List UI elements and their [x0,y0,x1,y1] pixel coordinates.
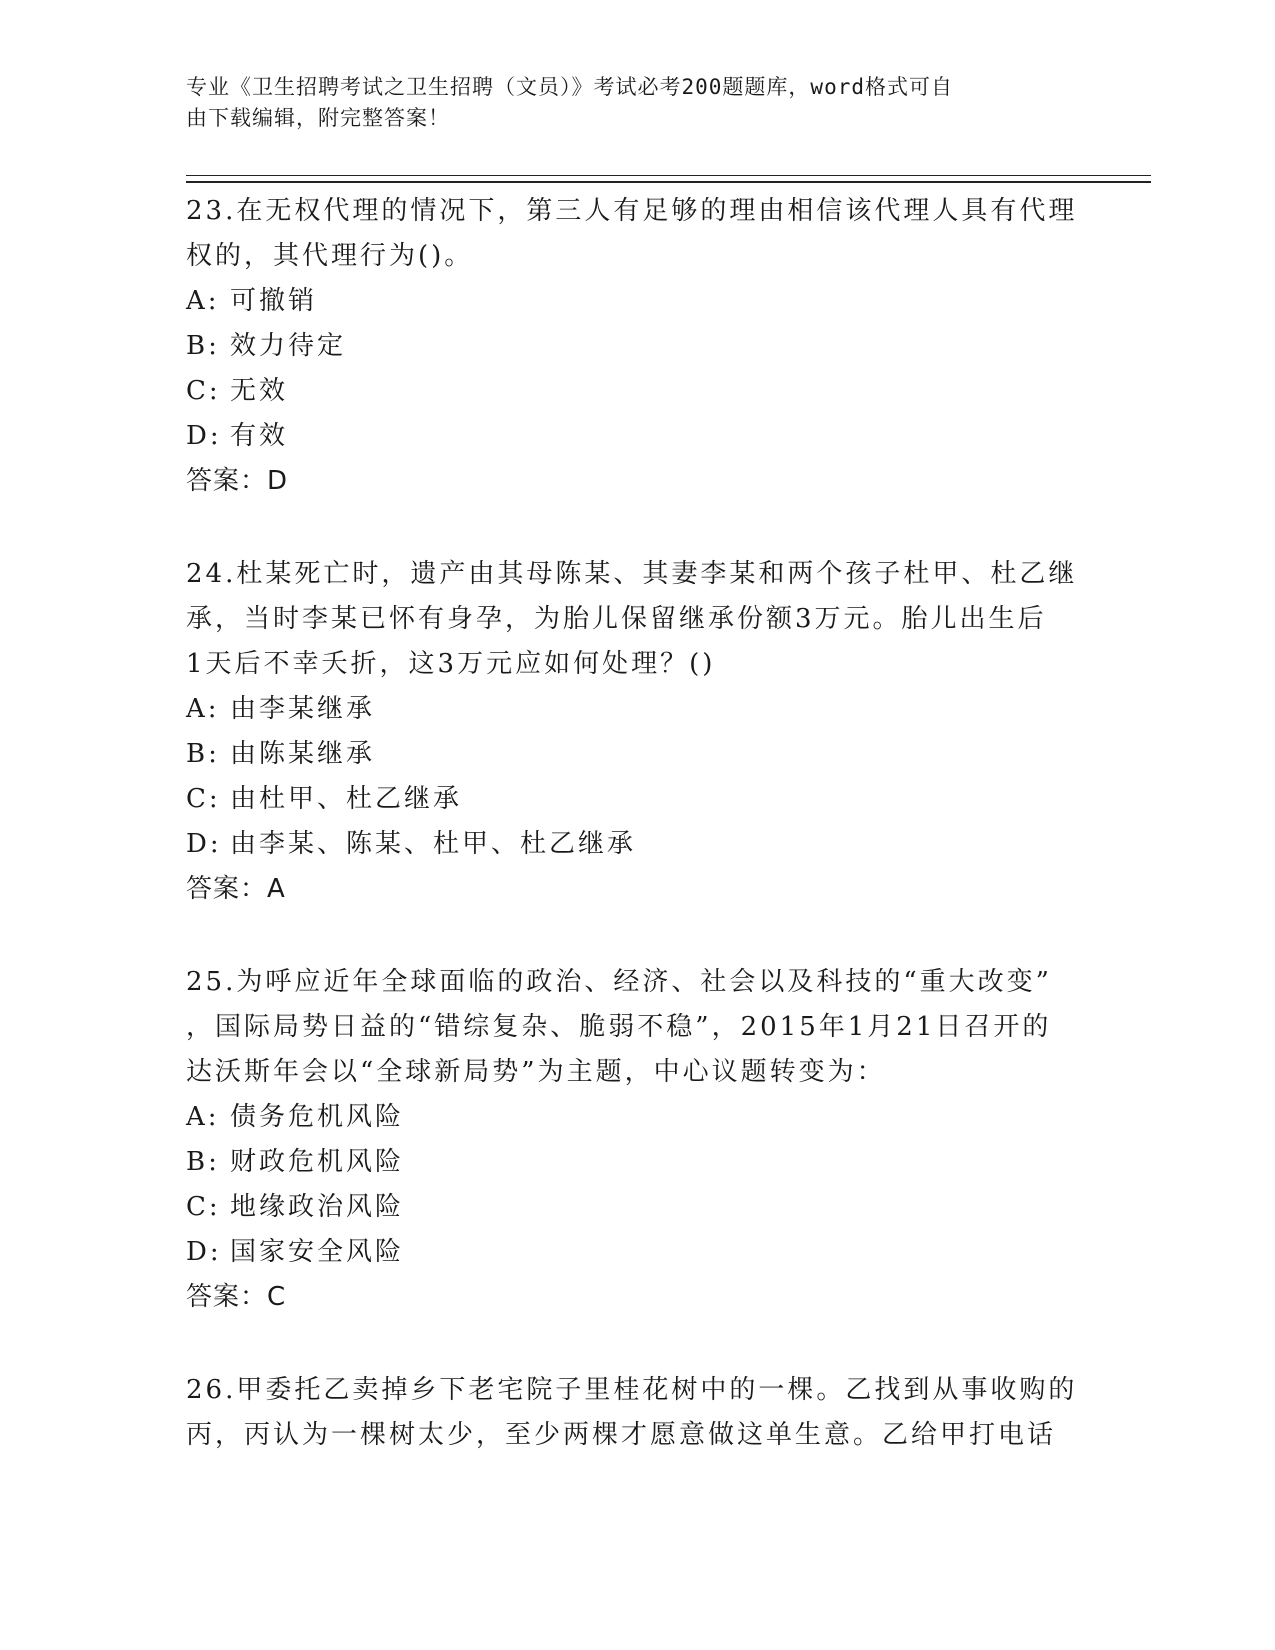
answer-option [186,687,1086,732]
option-letter: D: [186,421,222,451]
option-letter: D: [186,829,222,859]
option-text: 效力待定 [230,331,347,361]
option-text: 财政危机风险 [230,1147,405,1177]
question-text-line: 达沃斯年会以“全球新局势”为主题，中心议题转变为： [186,1057,886,1087]
option-letter: C: [186,1192,221,1222]
question-block [186,189,1086,504]
question-text-line: 1天后不幸夭折，这3万元应如何处理？() [186,649,716,679]
answer-option [186,279,1086,324]
question-text-line: 26.甲委托乙卖掉乡下老宅院子里桂花树中的一棵。乙找到从事收购的 [186,1375,1078,1405]
option-text: 由李某继承 [230,694,376,724]
answer-option [186,822,1086,867]
option-text: 地缘政治风险 [230,1192,405,1222]
option-letter: C: [186,784,221,814]
answer-option [186,1230,1086,1275]
question-list [186,189,1086,1506]
question-block [186,552,1086,912]
option-letter: B: [186,1147,220,1177]
answer-option [186,1095,1086,1140]
header-divider-thin [186,175,1151,176]
header-divider-thick [186,181,1151,183]
option-text: 无效 [230,376,289,406]
question-text-line: 丙，丙认为一棵树太少，至少两棵才愿意做这单生意。乙给甲打电话 [186,1420,1057,1450]
question-text-line: 权的，其代理行为()。 [186,241,474,271]
question-block [186,960,1086,1320]
answer-option [186,1140,1086,1185]
answer-key: 答案：C [186,1282,287,1312]
question-text-line: 承，当时李某已怀有身孕，为胎儿保留继承份额3万元。胎儿出生后 [186,604,1047,634]
option-text: 可撤销 [230,286,318,316]
document-header [186,72,1066,134]
option-text: 国家安全风险 [230,1237,405,1267]
answer-option [186,1185,1086,1230]
answer-option [186,369,1086,414]
answer-key: 答案：A [186,874,286,904]
answer-option [186,777,1086,822]
option-letter: A: [186,286,220,316]
option-letter: D: [186,1237,222,1267]
question-block [186,1368,1086,1458]
header-line-1: 专业《卫生招聘考试之卫生招聘（文员）》考试必考200题题库，word格式可自 [186,75,953,99]
option-text: 有效 [230,421,289,451]
answer-option [186,324,1086,369]
option-text: 由陈某继承 [230,739,376,769]
question-text-line: 23.在无权代理的情况下，第三人有足够的理由相信该代理人具有代理 [186,196,1078,226]
question-text-line: 24.杜某死亡时，遗产由其母陈某、其妻李某和两个孩子杜甲、杜乙继 [186,559,1078,589]
option-letter: A: [186,1102,220,1132]
option-letter: A: [186,694,220,724]
option-letter: B: [186,331,220,361]
header-line-2: 由下载编辑，附完整答案！ [186,106,450,130]
option-text: 由杜甲、杜乙继承 [230,784,463,814]
answer-option [186,732,1086,777]
question-text-line: 25.为呼应近年全球面临的政治、经济、社会以及科技的“重大改变” [186,967,1052,997]
question-text-line: ，国际局势日益的“错综复杂、脆弱不稳”，2015年1月21日召开的 [186,1012,1052,1042]
option-letter: B: [186,739,220,769]
option-text: 债务危机风险 [230,1102,405,1132]
option-letter: C: [186,376,221,406]
answer-key: 答案：D [186,466,289,496]
option-text: 由李某、陈某、杜甲、杜乙继承 [230,829,637,859]
answer-option [186,414,1086,459]
